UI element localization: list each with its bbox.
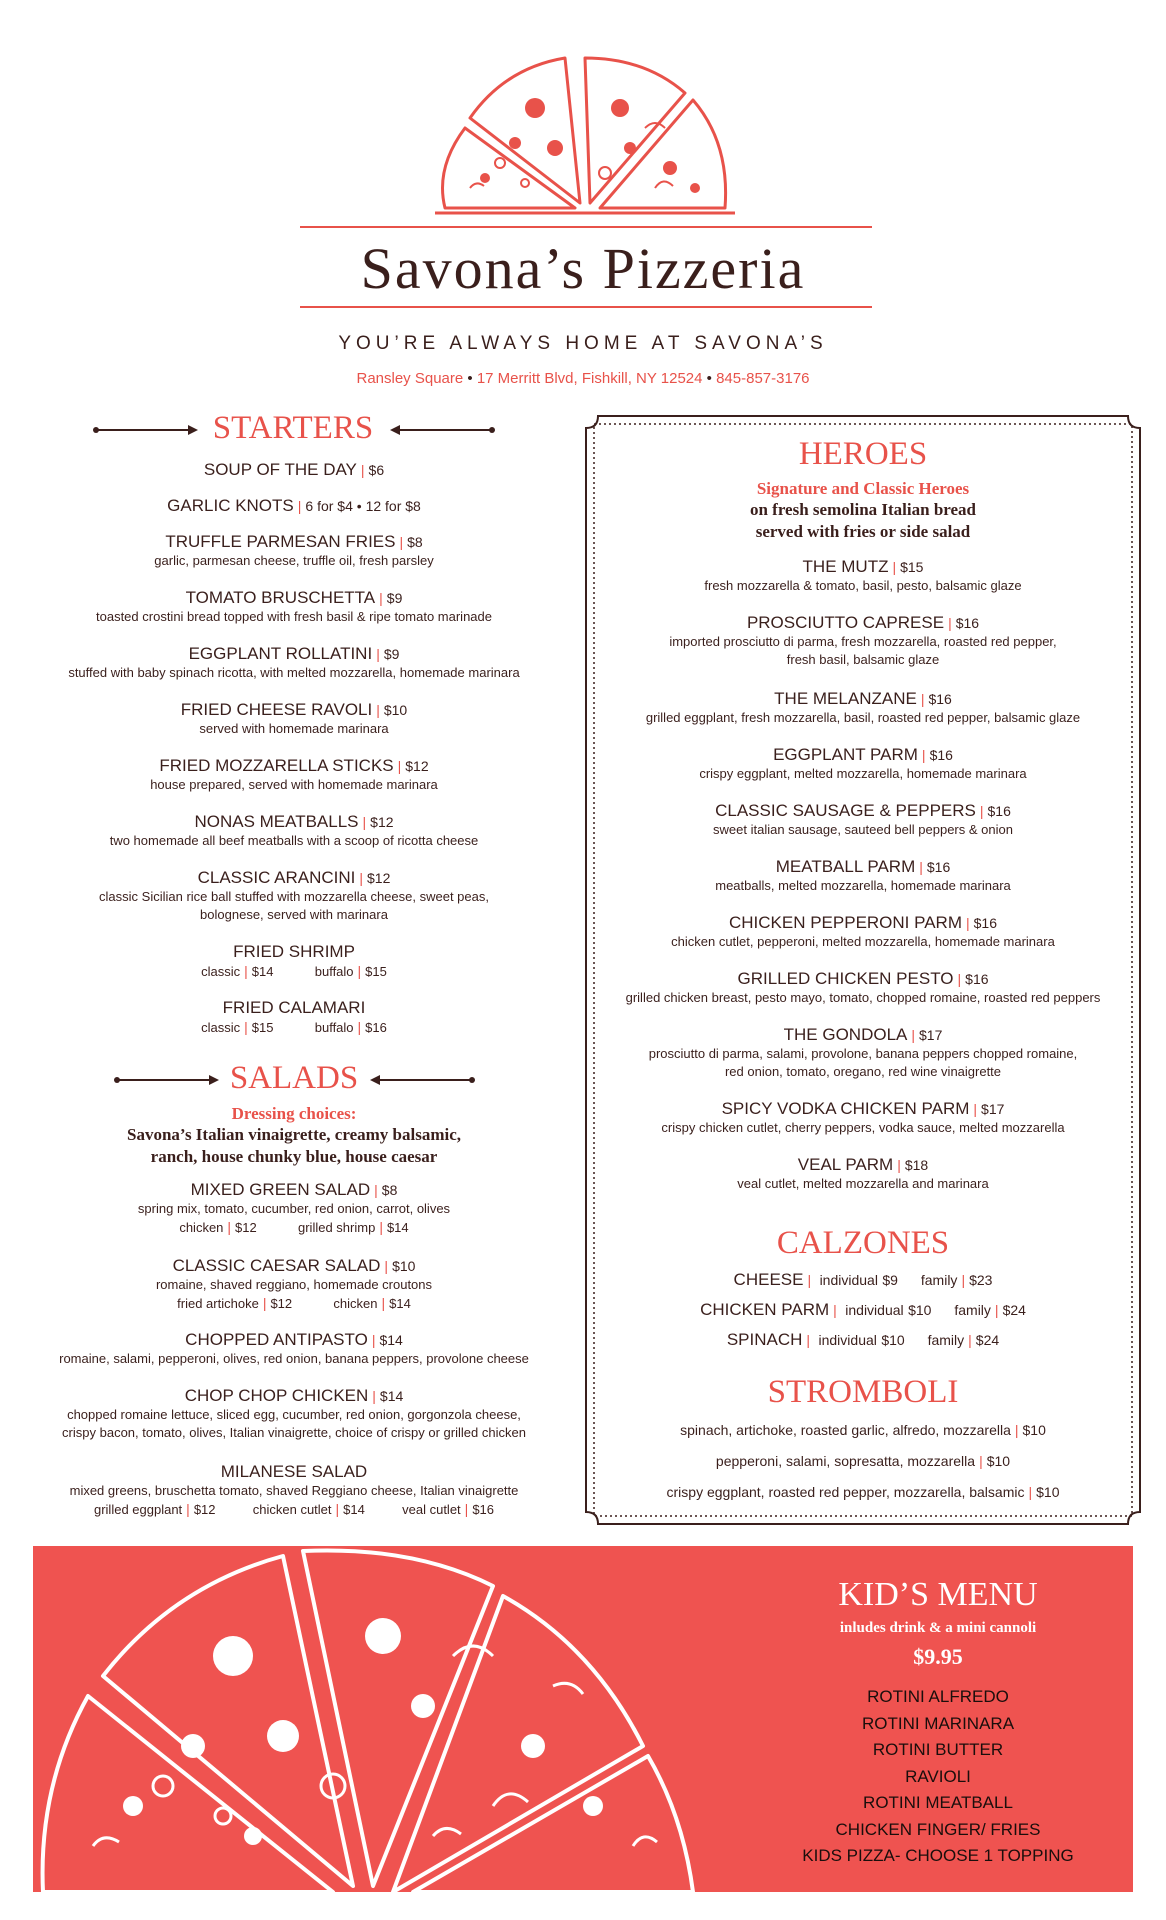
item-price: $12 bbox=[370, 814, 394, 830]
option-label: individual bbox=[845, 1302, 904, 1318]
item-price: $16 bbox=[955, 615, 980, 631]
list-item: MEATBALL PARM | $16 meatballs, melted mozzarella, homemade marinara bbox=[600, 857, 1126, 913]
item-price: $10 bbox=[986, 1453, 1011, 1469]
list-item: GARLIC KNOTS | 6 for $4 • 12 for $8 bbox=[167, 496, 421, 515]
addon-price: $14 bbox=[386, 1220, 409, 1235]
addon-label: chicken bbox=[179, 1220, 224, 1235]
addon-price: $12 bbox=[270, 1296, 293, 1311]
option-price: $16 bbox=[365, 1020, 387, 1035]
list-item: THE MELANZANE | $16 grilled eggplant, fresh mozzarella, basil, roasted red pepper, balsamic glaze bbox=[600, 689, 1126, 745]
option-price: $14 bbox=[251, 964, 274, 979]
option-price: $15 bbox=[251, 1020, 274, 1035]
pizza-slices-illustration-icon bbox=[33, 1546, 723, 1892]
item-desc: veal cutlet, melted mozzarella and marinara bbox=[737, 1176, 989, 1191]
option-label: family bbox=[920, 1272, 958, 1288]
item-name: CLASSIC ARANCINI bbox=[197, 868, 356, 887]
list-item: crispy eggplant, roasted red pepper, mozzarella, balsamic | $10 bbox=[666, 1484, 1060, 1500]
list-item: SOUP OF THE DAY | $6 bbox=[203, 460, 385, 479]
list-item: spinach, artichoke, roasted garlic, alfredo, mozzarella | $10 bbox=[680, 1422, 1046, 1438]
item-price: $10 bbox=[383, 702, 408, 718]
addon-price: $12 bbox=[193, 1502, 216, 1517]
list-item: MIXED GREEN SALAD | $8 spring mix, tomato, cucumber, red onion, carrot, olives chicken | $12 grilled shrimp | $14 bbox=[44, 1180, 544, 1256]
item-price: $16 bbox=[973, 915, 997, 931]
item-desc: imported prosciutto di parma, fresh mozzarella, roasted red pepper, bbox=[669, 634, 1057, 649]
list-item: CHEESE | individual $9 family | $23 bbox=[733, 1270, 993, 1289]
list-item: EGGPLANT ROLLATINI | $9 stuffed with baby spinach ricotta, with melted mozzarella, homemade marinara bbox=[44, 644, 544, 700]
item-desc: house prepared, served with homemade marinara bbox=[150, 777, 438, 792]
item-price: $17 bbox=[981, 1101, 1005, 1117]
addon-label: fried artichoke bbox=[177, 1296, 259, 1311]
address bbox=[0, 370, 1166, 387]
addon-label: grilled shrimp bbox=[298, 1220, 376, 1235]
heroes-subtitle: Signature and Classic Heroes bbox=[756, 479, 970, 498]
item-desc: meatballs, melted mozzarella, homemade marinara bbox=[715, 878, 1011, 893]
list-item: THE MUTZ | $15 fresh mozzarella & tomato, basil, pesto, balsamic glaze bbox=[600, 557, 1126, 613]
address-phone: 845-857-3176 bbox=[716, 370, 810, 387]
option-label: buffalo bbox=[314, 1020, 354, 1035]
item-price: $10 bbox=[1022, 1422, 1046, 1438]
item-name: CHOPPED ANTIPASTO bbox=[185, 1330, 368, 1349]
item-price: $17 bbox=[919, 1027, 943, 1043]
item-name: TOMATO BRUSCHETTA bbox=[185, 588, 376, 607]
item-name: GRILLED CHICKEN PESTO bbox=[737, 969, 954, 988]
addon-label: grilled eggplant bbox=[93, 1502, 183, 1517]
item-name: CHEESE bbox=[733, 1270, 804, 1289]
list-item: CHOP CHOP CHICKEN | $14 chopped romaine lettuce, sliced egg, cucumber, red onion, gorgonzola cheese, crispy bacon, tomato, olives, Italian vinaigrette, choice of crispy or grilled chicken bbox=[44, 1386, 544, 1462]
addon-label: chicken cutlet bbox=[252, 1502, 332, 1517]
item-name: PROSCIUTTO CAPRESE bbox=[746, 613, 945, 632]
calzones-heading: CALZONES bbox=[776, 1225, 950, 1261]
list-item: FRIED CALAMARI classic | $15 buffalo | $16 bbox=[44, 998, 544, 1054]
list-item: KIDS PIZZA- CHOOSE 1 TOPPING bbox=[802, 1846, 1074, 1865]
address-street: 17 Merritt Blvd, Fishkill, NY 12524 bbox=[476, 370, 703, 387]
address-sep-1: • bbox=[467, 370, 473, 387]
item-name: CLASSIC CAESAR SALAD bbox=[172, 1256, 381, 1275]
item-desc: stuffed with baby spinach ricotta, with melted mozzarella, homemade marinara bbox=[68, 665, 520, 680]
item-price: $16 bbox=[987, 803, 1011, 819]
item-price: $8 bbox=[381, 1182, 398, 1198]
list-item: ROTINI MARINARA bbox=[861, 1713, 1015, 1733]
list-item: GRILLED CHICKEN PESTO | $16 grilled chicken breast, pesto mayo, tomato, chopped romaine, roasted red peppers bbox=[600, 969, 1126, 1025]
salads-list bbox=[44, 1104, 544, 1528]
heroes-heading: HEROES bbox=[798, 436, 928, 472]
list-item: CLASSIC ARANCINI | $12 classic Sicilian rice ball stuffed with mozzarella cheese, sweet peas, bolognese, served with marinara bbox=[44, 868, 544, 942]
dressing-line-2: ranch, house chunky blue, house caesar bbox=[150, 1147, 438, 1166]
list-item: PROSCIUTTO CAPRESE | $16 imported prosciutto di parma, fresh mozzarella, roasted red pepper, fresh basil, balsamic glaze bbox=[600, 613, 1126, 689]
list-item: TOMATO BRUSCHETTA | $9 toasted crostini bread topped with fresh basil & ripe tomato marinade bbox=[44, 588, 544, 644]
addon-price: $14 bbox=[389, 1296, 411, 1311]
option-price: $10 bbox=[881, 1332, 905, 1348]
list-item: SPINACH | individual $10 family | $24 bbox=[726, 1330, 1000, 1349]
kids-menu-subtitle: inludes drink & a mini cannoli bbox=[839, 1620, 1037, 1636]
page-title: Savona’s Pizzeria bbox=[360, 236, 806, 301]
item-name: CLASSIC SAUSAGE & PEPPERS bbox=[715, 801, 976, 820]
tagline: YOU’RE ALWAYS HOME AT SAVONA’S bbox=[338, 333, 828, 354]
item-price: $16 bbox=[926, 859, 951, 875]
item-desc: chicken cutlet, pepperoni, melted mozzarella, homemade marinara bbox=[671, 934, 1055, 949]
item-desc: crispy chicken cutlet, cherry peppers, vodka sauce, melted mozzarella bbox=[661, 1120, 1065, 1135]
item-name: MIXED GREEN SALAD bbox=[190, 1180, 371, 1199]
addon-label: chicken bbox=[333, 1296, 378, 1311]
item-price: $14 bbox=[379, 1388, 404, 1404]
item-desc-2: bolognese, served with marinara bbox=[200, 907, 388, 922]
item-desc: pepperoni, salami, sopresatta, mozzarella bbox=[715, 1453, 976, 1469]
list-item: FRIED CHEESE RAVOLI | $10 served with homemade marinara bbox=[44, 700, 544, 756]
title-rule-bottom bbox=[300, 306, 872, 308]
item-desc: spring mix, tomato, cucumber, red onion, carrot, olives bbox=[137, 1201, 451, 1216]
list-item: EGGPLANT PARM | $16 crispy eggplant, melted mozzarella, homemade marinara bbox=[600, 745, 1126, 801]
item-desc: romaine, shaved reggiano, homemade croutons bbox=[155, 1277, 433, 1292]
list-item: ROTINI BUTTER bbox=[872, 1740, 1004, 1759]
pizza-slices-logo-icon bbox=[425, 48, 745, 218]
starters-list bbox=[44, 460, 544, 1054]
item-desc: toasted crostini bread topped with fresh basil & ripe tomato marinade bbox=[96, 609, 492, 624]
item-name: FRIED CHEESE RAVOLI bbox=[180, 700, 373, 719]
dressing-title: Dressing choices: bbox=[231, 1104, 357, 1123]
item-price: $16 bbox=[928, 691, 952, 707]
list-item: CHICKEN PARM | individual $10 family | $24 bbox=[700, 1300, 1026, 1319]
kids-menu-list bbox=[758, 1684, 1118, 1870]
item-name: MEATBALL PARM bbox=[775, 857, 916, 876]
option-price: $24 bbox=[1002, 1302, 1026, 1318]
item-name: EGGPLANT PARM bbox=[773, 745, 918, 764]
item-desc: mixed greens, bruschetta tomato, shaved Reggiano cheese, Italian vinaigrette bbox=[69, 1483, 519, 1498]
stromboli-heading: STROMBOLI bbox=[767, 1374, 959, 1410]
item-name: MILANESE SALAD bbox=[220, 1462, 368, 1481]
item-price: $10 bbox=[1036, 1484, 1060, 1500]
item-price: $14 bbox=[379, 1332, 403, 1348]
item-name: THE GONDOLA bbox=[783, 1025, 908, 1044]
list-item: SPICY VODKA CHICKEN PARM | $17 crispy chicken cutlet, cherry peppers, vodka sauce, melted mozzarella bbox=[600, 1099, 1126, 1155]
option-label: buffalo bbox=[314, 964, 354, 979]
item-price: $18 bbox=[904, 1157, 929, 1173]
item-name: VEAL PARM bbox=[797, 1155, 894, 1174]
item-desc-2: fresh basil, balsamic glaze bbox=[786, 652, 940, 667]
list-item: pepperoni, salami, sopresatta, mozzarella | $10 bbox=[715, 1453, 1011, 1469]
item-desc: crispy eggplant, melted mozzarella, homemade marinara bbox=[699, 766, 1027, 781]
ornament-left-icon bbox=[113, 1073, 221, 1087]
item-price: $9 bbox=[383, 646, 400, 662]
kids-menu-banner bbox=[33, 1546, 1133, 1892]
starters-heading: STARTERS bbox=[212, 410, 374, 446]
salads-heading: SALADS bbox=[229, 1060, 359, 1096]
kids-menu-price: $9.95 bbox=[913, 1644, 963, 1669]
item-price: $12 bbox=[367, 870, 391, 886]
option-label: classic bbox=[201, 964, 241, 979]
heroes-sub-2: served with fries or side salad bbox=[755, 522, 971, 541]
option-label: individual bbox=[819, 1272, 878, 1288]
address-location: Ransley Square bbox=[356, 370, 464, 387]
list-item: THE GONDOLA | $17 prosciutto di parma, salami, provolone, banana peppers chopped romaine, red onion, tomato, oregano, red wine vinaigrette bbox=[600, 1025, 1126, 1099]
item-desc-2: crispy bacon, tomato, olives, Italian vinaigrette, choice of crispy or grilled chicken bbox=[62, 1425, 526, 1440]
option-label: family bbox=[954, 1302, 991, 1318]
item-desc: classic Sicilian rice ball stuffed with mozzarella cheese, sweet peas, bbox=[99, 889, 489, 904]
option-price: $24 bbox=[975, 1332, 1000, 1348]
item-price: $8 bbox=[407, 534, 423, 550]
addon-price: $14 bbox=[343, 1502, 365, 1517]
item-desc: chopped romaine lettuce, sliced egg, cucumber, red onion, gorgonzola cheese, bbox=[67, 1407, 521, 1422]
option-label: classic bbox=[201, 1020, 241, 1035]
item-desc: prosciutto di parma, salami, provolone, banana peppers chopped romaine, bbox=[648, 1046, 1078, 1061]
dressing-line-1: Savona’s Italian vinaigrette, creamy balsamic, bbox=[127, 1125, 461, 1144]
item-price: $10 bbox=[392, 1258, 416, 1274]
title-rule-top bbox=[300, 226, 872, 228]
option-price: $9 bbox=[882, 1272, 898, 1288]
addon-price: $12 bbox=[235, 1220, 257, 1235]
list-item: RAVIOLI bbox=[905, 1766, 971, 1786]
item-name: FRIED MOZZARELLA STICKS bbox=[159, 756, 394, 775]
option-label: family bbox=[927, 1332, 965, 1348]
item-name: CHICKEN PARM bbox=[700, 1300, 830, 1319]
item-name: EGGPLANT ROLLATINI bbox=[188, 644, 373, 663]
list-item: FRIED MOZZARELLA STICKS | $12 house prepared, served with homemade marinara bbox=[44, 756, 544, 812]
item-price: $16 bbox=[965, 971, 989, 987]
item-name: CHOP CHOP CHICKEN bbox=[184, 1386, 369, 1405]
item-name: TRUFFLE PARMESAN FRIES bbox=[165, 532, 396, 551]
item-price: $6 bbox=[368, 462, 385, 478]
item-desc: romaine, salami, pepperoni, olives, red onion, banana peppers, provolone cheese bbox=[59, 1351, 529, 1366]
item-name: SOUP OF THE DAY bbox=[203, 460, 357, 479]
list-item: ROTINI ALFREDO bbox=[867, 1687, 1009, 1706]
option-label: individual bbox=[818, 1332, 877, 1348]
item-desc: two homemade all beef meatballs with a scoop of ricotta cheese bbox=[109, 833, 479, 848]
item-price: $12 bbox=[405, 758, 429, 774]
item-name: GARLIC KNOTS bbox=[167, 496, 294, 515]
list-item: FRIED SHRIMP classic | $14 buffalo | $15 bbox=[44, 942, 544, 998]
list-item: TRUFFLE PARMESAN FRIES | $8 garlic, parmesan cheese, truffle oil, fresh parsley bbox=[44, 532, 544, 588]
item-name: SPINACH bbox=[726, 1330, 803, 1349]
item-desc: grilled chicken breast, pesto mayo, tomato, chopped romaine, roasted red peppers bbox=[625, 990, 1101, 1005]
item-price: $9 bbox=[386, 590, 403, 606]
item-desc: crispy eggplant, roasted red pepper, mozzarella, balsamic bbox=[666, 1484, 1025, 1500]
ornament-right-icon bbox=[368, 1073, 476, 1087]
list-item: NONAS MEATBALLS | $12 two homemade all beef meatballs with a scoop of ricotta cheese bbox=[44, 812, 544, 868]
item-name: THE MUTZ bbox=[802, 557, 889, 576]
item-desc: garlic, parmesan cheese, truffle oil, fresh parsley bbox=[154, 553, 434, 568]
item-desc: fresh mozzarella & tomato, basil, pesto, balsamic glaze bbox=[704, 578, 1022, 593]
item-name: CHICKEN PEPPERONI PARM bbox=[728, 913, 962, 932]
list-item: CHICKEN PEPPERONI PARM | $16 chicken cutlet, pepperoni, melted mozzarella, homemade marinara bbox=[600, 913, 1126, 969]
item-price: $15 bbox=[900, 559, 924, 575]
kids-menu-title: KID’S MENU bbox=[838, 1576, 1038, 1613]
list-item: CLASSIC CAESAR SALAD | $10 romaine, shaved reggiano, homemade croutons fried artichoke | $12 chicken | $14 bbox=[44, 1256, 544, 1330]
item-name: THE MELANZANE bbox=[774, 689, 917, 708]
list-item: MILANESE SALAD mixed greens, bruschetta tomato, shaved Reggiano cheese, Italian vinaigrette grilled eggplant | $12 chicken cutlet | $14 veal cutlet | $16 bbox=[44, 1462, 544, 1528]
item-name: FRIED CALAMARI bbox=[222, 998, 366, 1017]
item-desc: spinach, artichoke, roasted garlic, alfredo, mozzarella bbox=[680, 1422, 1011, 1438]
item-name: NONAS MEATBALLS bbox=[194, 812, 359, 831]
item-desc: grilled eggplant, fresh mozzarella, basil, roasted red pepper, balsamic glaze bbox=[645, 710, 1081, 725]
addon-label: veal cutlet bbox=[402, 1502, 461, 1517]
heroes-section bbox=[600, 436, 1126, 1514]
list-item: CHOPPED ANTIPASTO | $14 romaine, salami, pepperoni, olives, red onion, banana peppers, provolone cheese bbox=[44, 1330, 544, 1386]
item-desc-2: red onion, tomato, oregano, red wine vinaigrette bbox=[724, 1064, 1002, 1079]
item-name: SPICY VODKA CHICKEN PARM bbox=[721, 1099, 970, 1118]
option-price: $10 bbox=[908, 1302, 932, 1318]
list-item: CHICKEN FINGER/ FRIES bbox=[835, 1819, 1041, 1839]
option-price: $23 bbox=[969, 1272, 993, 1288]
list-item: CLASSIC SAUSAGE & PEPPERS | $16 sweet italian sausage, sauteed bell peppers & onion bbox=[600, 801, 1126, 857]
item-price: 6 for $4 • 12 for $8 bbox=[305, 498, 421, 514]
address-sep-2: • bbox=[706, 370, 712, 387]
item-desc: served with homemade marinara bbox=[199, 721, 389, 736]
item-name: FRIED SHRIMP bbox=[233, 942, 355, 961]
option-price: $15 bbox=[365, 964, 387, 979]
heroes-sub-1: on fresh semolina Italian bread bbox=[749, 500, 977, 519]
ornament-right-icon bbox=[388, 423, 496, 437]
list-item: VEAL PARM | $18 veal cutlet, melted mozzarella and marinara bbox=[600, 1155, 1126, 1211]
addon-price: $16 bbox=[472, 1502, 495, 1517]
list-item: ROTINI MEATBALL bbox=[863, 1793, 1013, 1812]
item-price: $16 bbox=[929, 747, 953, 763]
ornament-left-icon bbox=[92, 423, 200, 437]
item-desc: sweet italian sausage, sauteed bell peppers & onion bbox=[713, 822, 1013, 837]
